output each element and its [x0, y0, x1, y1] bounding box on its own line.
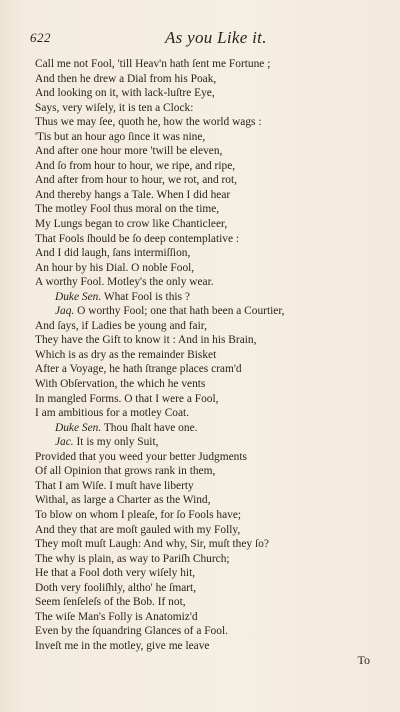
verse-line [35, 159, 380, 174]
line-text: With Obſervation, the which he vents [35, 378, 206, 391]
line-text: O worthy Fool; one that hath been a Courtier, [77, 305, 285, 318]
speaker-name: Duke Sen. [55, 290, 102, 303]
verse-line [35, 392, 380, 407]
line-text: And after one hour more 'twill be eleven, [35, 145, 223, 158]
line-text: He that a Fool doth very wiſely hit, [35, 567, 196, 580]
verse-line [35, 595, 380, 610]
line-text: The why is plain, as way to Pariſh Church; [35, 552, 230, 565]
line-text: In mangled Forms. O that I were a Fool, [35, 392, 219, 405]
verse-line [35, 581, 380, 596]
verse-line [35, 217, 380, 232]
verse-line [35, 624, 380, 639]
verse-line [35, 464, 380, 479]
line-text: What Fool is this ? [103, 290, 190, 303]
line-text: Thus we may ſee, quoth he, how the world wags : [35, 116, 262, 129]
verse-line [35, 101, 380, 116]
verse-line [35, 421, 380, 436]
verse-line [35, 275, 380, 290]
verse-line [35, 493, 380, 508]
line-text: To blow on whom I pleaſe, for ſo Fools have; [35, 508, 242, 521]
verse-line [35, 115, 380, 130]
line-text: And ſays, if Ladies be young and fair, [35, 319, 207, 332]
line-text: A worthy Fool. Motley's the only wear. [35, 276, 214, 289]
page-number: 622 [30, 30, 51, 45]
line-text: And ſo from hour to hour, we ripe, and ripe, [35, 159, 236, 172]
verse-line [35, 508, 380, 523]
verse-line [35, 130, 380, 145]
verse-line [35, 362, 380, 377]
line-text: Doth very fooliſhly, altho' he ſmart, [35, 581, 197, 594]
line-text: Which is as dry as the remainder Bisket [35, 348, 217, 361]
verse-line [35, 188, 380, 203]
verse-line [35, 610, 380, 625]
page-header [30, 28, 364, 50]
line-text: I am ambitious for a motley Coat. [35, 407, 190, 420]
line-text: The wiſe Man's Folly is Anatomiz'd [35, 610, 198, 623]
verse-line [35, 144, 380, 159]
verse-line [35, 639, 380, 654]
line-text: And looking on it, with lack-luſtre Eye, [35, 87, 215, 100]
line-text: Inveſt me in the motley, give me leave [35, 639, 210, 652]
line-text: That Fools ſhould be ſo deep contemplative : [35, 232, 240, 245]
line-text: Of all Opinion that grows rank in them, [35, 465, 216, 478]
line-text: An hour by his Dial. O noble Fool, [35, 261, 195, 274]
verse-line [35, 246, 380, 261]
verse-line [35, 319, 380, 334]
verse-line [35, 479, 380, 494]
line-text: And I did laugh, ſans intermiſſion, [35, 247, 191, 260]
line-text: And then he drew a Dial from his Poak, [35, 72, 217, 85]
verse-line [35, 333, 380, 348]
verse-line [35, 57, 380, 72]
line-text: And after from hour to hour, we rot, and rot, [35, 174, 237, 187]
verse-line [35, 523, 380, 538]
verse-line [35, 566, 380, 581]
line-text: Provided that you weed your better Judgments [35, 450, 247, 463]
verse-line [35, 406, 380, 421]
catchword: To [357, 653, 370, 667]
verse-line [35, 304, 380, 319]
verse-line [35, 435, 380, 450]
verse-line [35, 377, 380, 392]
verse-line [35, 348, 380, 363]
verse-line [35, 173, 380, 188]
speaker-name: Jaq. [55, 305, 75, 318]
line-text: Says, very wiſely, it is ten a Clock: [35, 101, 194, 114]
line-text: Call me not Fool, 'till Heav'n hath ſent me Fortune ; [35, 58, 271, 70]
verse-line [35, 261, 380, 276]
running-title: As you Like it. [165, 28, 267, 47]
line-text: They moſt muſt Laugh: And why, Sir, muſt they ſo? [35, 538, 269, 551]
line-text: And thereby hangs a Tale. When I did hear [35, 188, 231, 201]
line-text: That I am Wiſe. I muſt have liberty [35, 479, 194, 492]
line-text: Seem ſenſeleſs of the Bob. If not, [35, 596, 186, 609]
line-text: My Lungs began to crow like Chanticleer, [35, 218, 228, 231]
speaker-name: Duke Sen. [55, 421, 102, 434]
play-text [35, 57, 380, 653]
verse-line [35, 450, 380, 465]
verse-line [35, 552, 380, 567]
line-text: They have the Gift to know it : And in his Brain, [35, 334, 257, 347]
line-text: Withal, as large a Charter as the Wind, [35, 494, 211, 507]
line-text: After a Voyage, he hath ſtrange places cram'd [35, 363, 242, 376]
verse-line [35, 86, 380, 101]
verse-line [35, 232, 380, 247]
verse-line [35, 72, 380, 87]
line-text: And they that are moſt gauled with my Folly, [35, 523, 241, 536]
line-text: It is my only Suit, [76, 436, 159, 449]
line-text: 'Tis but an hour ago ſince it was nine, [35, 130, 206, 143]
speaker-name: Jac. [55, 436, 74, 449]
line-text: Thou ſhalt have one. [103, 421, 198, 434]
line-text: Even by the ſquandring Glances of a Fool. [35, 625, 228, 638]
verse-line [35, 537, 380, 552]
verse-line [35, 290, 380, 305]
line-text: The motley Fool thus moral on the time, [35, 203, 220, 216]
verse-line [35, 202, 380, 217]
